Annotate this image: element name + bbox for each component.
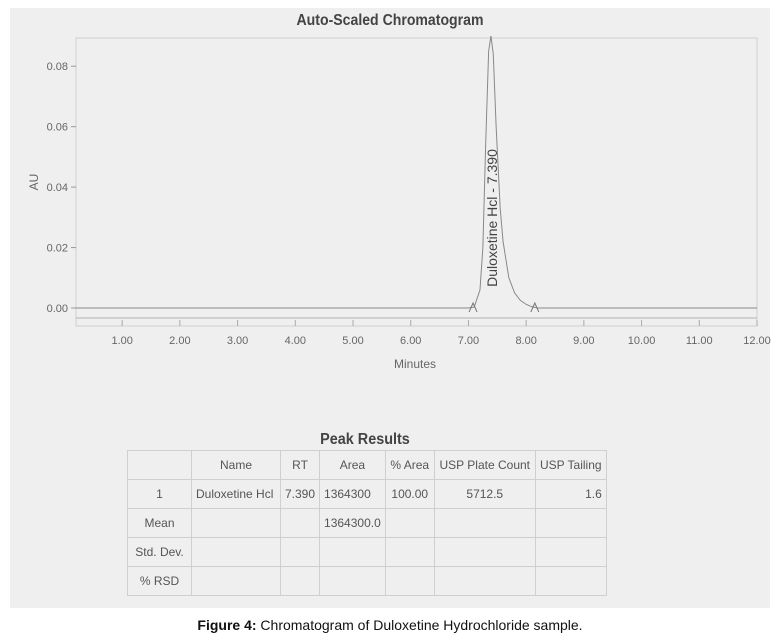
cell-area: 1364300 — [320, 480, 386, 509]
row-label: Mean — [128, 509, 192, 538]
peak-markers — [469, 303, 539, 312]
table-row — [128, 480, 607, 509]
row-label: % RSD — [128, 567, 192, 596]
cell-plate-count — [434, 509, 535, 538]
cell-pct-area: 100.00 — [385, 480, 434, 509]
cell-name: Duloxetine Hcl — [192, 480, 281, 509]
cell-tailing — [535, 509, 606, 538]
y-tick-label: 0.08 — [46, 61, 68, 74]
x-tick-group — [111, 320, 770, 347]
x-tick-label: 9.00 — [573, 335, 595, 347]
x-tick-label: 4.00 — [284, 335, 307, 347]
cell-tailing — [535, 538, 606, 567]
cell-plate-count — [434, 567, 535, 596]
chart-title: Auto-Scaled Chromatogram — [296, 12, 484, 29]
y-tick-label: 0.02 — [46, 242, 68, 255]
cell-area — [320, 567, 386, 596]
x-tick-label: 1.00 — [111, 335, 133, 347]
cell-area — [320, 538, 386, 567]
caption-label: Figure 4: — [197, 617, 257, 633]
x-tick-label: 3.00 — [226, 335, 249, 347]
x-tick-label: 5.00 — [342, 335, 364, 347]
cell-rt — [281, 567, 320, 596]
header-cell-area: Area — [320, 451, 386, 480]
plot-frame — [76, 38, 757, 326]
cell-name — [192, 538, 281, 567]
x-tick-label: 2.00 — [169, 335, 191, 347]
cell-tailing: 1.6 — [535, 480, 606, 509]
table-row — [128, 509, 607, 538]
peak-label: Duloxetine Hcl - 7.390 — [483, 149, 500, 287]
table-header-row — [128, 451, 607, 480]
caption-text: Chromatogram of Duloxetine Hydrochloride sample. — [260, 617, 583, 633]
y-tick-label: 0.06 — [46, 121, 68, 134]
table-row — [128, 567, 607, 596]
x-tick-label: 11.00 — [685, 335, 713, 347]
header-cell-rt: RT — [281, 451, 320, 480]
cell-area: 1364300.0 — [320, 509, 386, 538]
table-row — [128, 538, 607, 567]
x-tick-label: 10.00 — [627, 335, 656, 347]
cell-pct-area — [385, 567, 434, 596]
cell-pct-area — [385, 538, 434, 567]
cell-rt — [281, 509, 320, 538]
y-axis-label: AU — [27, 173, 41, 191]
chromatogram-trace — [76, 36, 757, 308]
header-cell-tailing: USP Tailing — [535, 451, 606, 480]
row-label: 1 — [128, 480, 192, 509]
x-tick-label: 6.00 — [400, 335, 422, 347]
cell-rt — [281, 538, 320, 567]
cell-plate-count: 5712.5 — [434, 480, 535, 509]
y-tick-label: 0.04 — [46, 182, 68, 195]
x-tick-label: 7.00 — [457, 335, 480, 347]
x-tick-label: 12.00 — [743, 335, 771, 347]
x-tick-label: 8.00 — [515, 335, 537, 347]
y-tick-label: 0.00 — [46, 303, 68, 315]
peak-results-title: Peak Results — [320, 431, 410, 448]
cell-tailing — [535, 567, 606, 596]
cell-pct-area — [385, 509, 434, 538]
header-cell — [128, 451, 192, 480]
row-label: Std. Dev. — [128, 538, 192, 567]
cell-name — [192, 567, 281, 596]
header-cell-pct-area: % Area — [385, 451, 434, 480]
figure-caption — [0, 617, 780, 633]
x-axis-label: Minutes — [393, 357, 437, 371]
y-tick-group — [47, 61, 76, 315]
header-cell-plate-count: USP Plate Count — [434, 451, 535, 480]
cell-plate-count — [434, 538, 535, 567]
cell-rt: 7.390 — [281, 480, 320, 509]
cell-name — [192, 509, 281, 538]
peak-results-table — [127, 450, 607, 596]
header-cell-name: Name — [192, 451, 281, 480]
